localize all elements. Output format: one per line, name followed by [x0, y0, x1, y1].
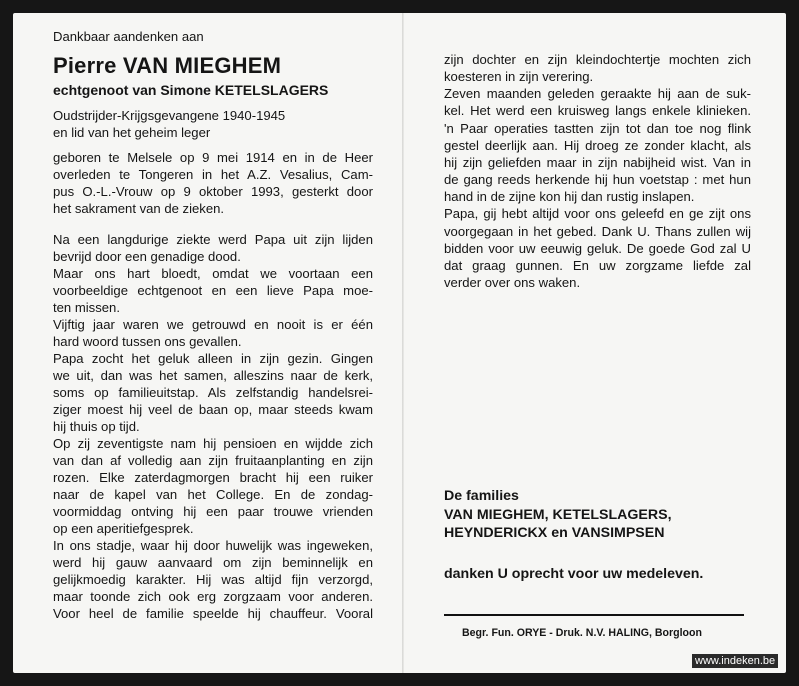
text-line: Na een langdurige ziekte werd Papa uit zijn lijden — [53, 232, 373, 247]
text-line: ziger moest hij veel de baan op, maar steeds kwam — [53, 402, 373, 417]
bio-line: overleden te Tongeren in het A.Z. Vesalius, Cam- — [53, 167, 373, 182]
text-line: gestel deerlijk aan. Hij droeg ze zonder klacht, als — [444, 137, 751, 153]
text-line: van dan af volledig aan zijn fruitaanplanting en zijn — [53, 453, 373, 468]
text-line: Vijftig jaar waren we getrouwd en nooit is er één — [53, 317, 373, 332]
intro-text: Dankbaar aandenken aan — [53, 29, 204, 44]
families-block — [444, 487, 672, 543]
text-line: op een aperitiefgesprek. — [53, 521, 194, 536]
text-line: zijn dochter en zijn kleindochtertje mochten zich — [444, 52, 751, 67]
text-line: Zeven maanden geleden geraakte hij aan de suk- — [444, 86, 751, 102]
text-line: naar de kapel van het College. En de zondag- — [53, 487, 373, 502]
text-line: dat graag gunnen. En uw zorgzame liefde zal — [444, 257, 751, 273]
text-line: Voor heel de familie speelde hij chauffeur. Vooral — [53, 606, 373, 621]
text-line: 'n Paar operaties tastten zijn tot dan toe nog flink — [444, 120, 751, 136]
text-line: Papa zocht het geluk alleen in zijn gezin. Gingen — [53, 351, 373, 366]
text-line: voormiddag ontving hij een paar trouwe vrienden — [53, 504, 373, 519]
war-record — [53, 107, 373, 141]
spouse-line: echtgenoot van Simone KETELSLAGERS — [53, 82, 329, 98]
families-names: VAN MIEGHEM, KETELSLAGERS, — [444, 506, 672, 523]
text-line: kel. Het werd een kruisweg langs enkele klinieken. — [444, 103, 751, 119]
divider-rule — [444, 614, 744, 616]
text-line: bidden voor uw eeuwig geluk. De goede God zal U — [444, 240, 751, 256]
thanks-line: danken U oprecht voor uw medeleven. — [444, 566, 704, 582]
war-line: en lid van het geheim leger — [53, 125, 211, 140]
left-page — [53, 28, 373, 622]
text-line: de gang reeds herkende hij hun voetstap : met hun — [444, 172, 751, 188]
bio-line: pus O.-L.-Vrouw op 9 oktober 1993, gesterkt door — [53, 184, 373, 199]
printer-credit: Begr. Fun. ORYE - Druk. N.V. HALING, Borgloon — [462, 627, 702, 639]
text-line: ten missen. — [53, 300, 120, 315]
eulogy-text — [53, 231, 373, 622]
text-line: Papa, gij hebt altijd voor ons geleefd en ge zijt ons — [444, 206, 751, 222]
text-line: voorgegaan in het gebed. Dank U. Thans zullen wij — [444, 223, 751, 239]
card-fold — [402, 13, 404, 673]
text-line: koesteren in zijn verering. — [444, 69, 594, 85]
text-line: maar toonde zich ook erg zorgzaam voor anderen. — [53, 589, 373, 604]
deceased-name: Pierre VAN MIEGHEM — [53, 53, 282, 78]
biography — [53, 149, 373, 217]
text-line: rozen. Elke zaterdagmorgen bracht hij een ruiker — [53, 470, 373, 485]
text-line: hij thuis op tijd. — [53, 419, 140, 434]
text-line: hard woord tussen ons gevallen. — [53, 334, 242, 349]
right-page — [444, 51, 751, 291]
text-line: Op zij zeventigste nam hij pensioen en wijdde zich — [53, 436, 373, 451]
text-line: werd hij gauw aanvaard om zijn beminnelijk en — [53, 555, 373, 570]
text-line: Maar ons hart bloedt, omdat we voortaan een — [53, 266, 373, 281]
text-line: we uit, dan was het samen, alleszins naar de kerk, — [53, 368, 373, 383]
text-line: voorbeeldige echtgenoot en een lieve Papa moe- — [53, 283, 373, 298]
text-line: gelijkmoedig karakter. Hij was altijd fijn verzorgd, — [53, 572, 373, 587]
text-line: verder over ons waken. — [444, 275, 581, 291]
bio-line: het sakrament van de zieken. — [53, 201, 225, 216]
families-heading: De families — [444, 488, 519, 504]
families-names: HEYNDERICKX en VANSIMPSEN — [444, 525, 665, 541]
watermark: www.indeken.be — [692, 654, 778, 668]
text-line: hand in de zijne kon hij dan rustig inslapen. — [444, 189, 695, 205]
text-line: In ons stadje, waar hij door huwelijk was ingeweken, — [53, 538, 373, 553]
bio-line: geboren te Melsele op 9 mei 1914 en in de Heer — [53, 150, 373, 165]
war-line: Oudstrijder-Krijgsgevangene 1940-1945 — [53, 108, 286, 123]
text-line: hij zijn geliefden maar in zijn nabijheid wist. Van in — [444, 154, 751, 170]
text-line: soms op familieuitstap. Als zelfstandig handelsrei- — [53, 385, 373, 400]
text-line: bevrijd door een genadige dood. — [53, 249, 241, 264]
